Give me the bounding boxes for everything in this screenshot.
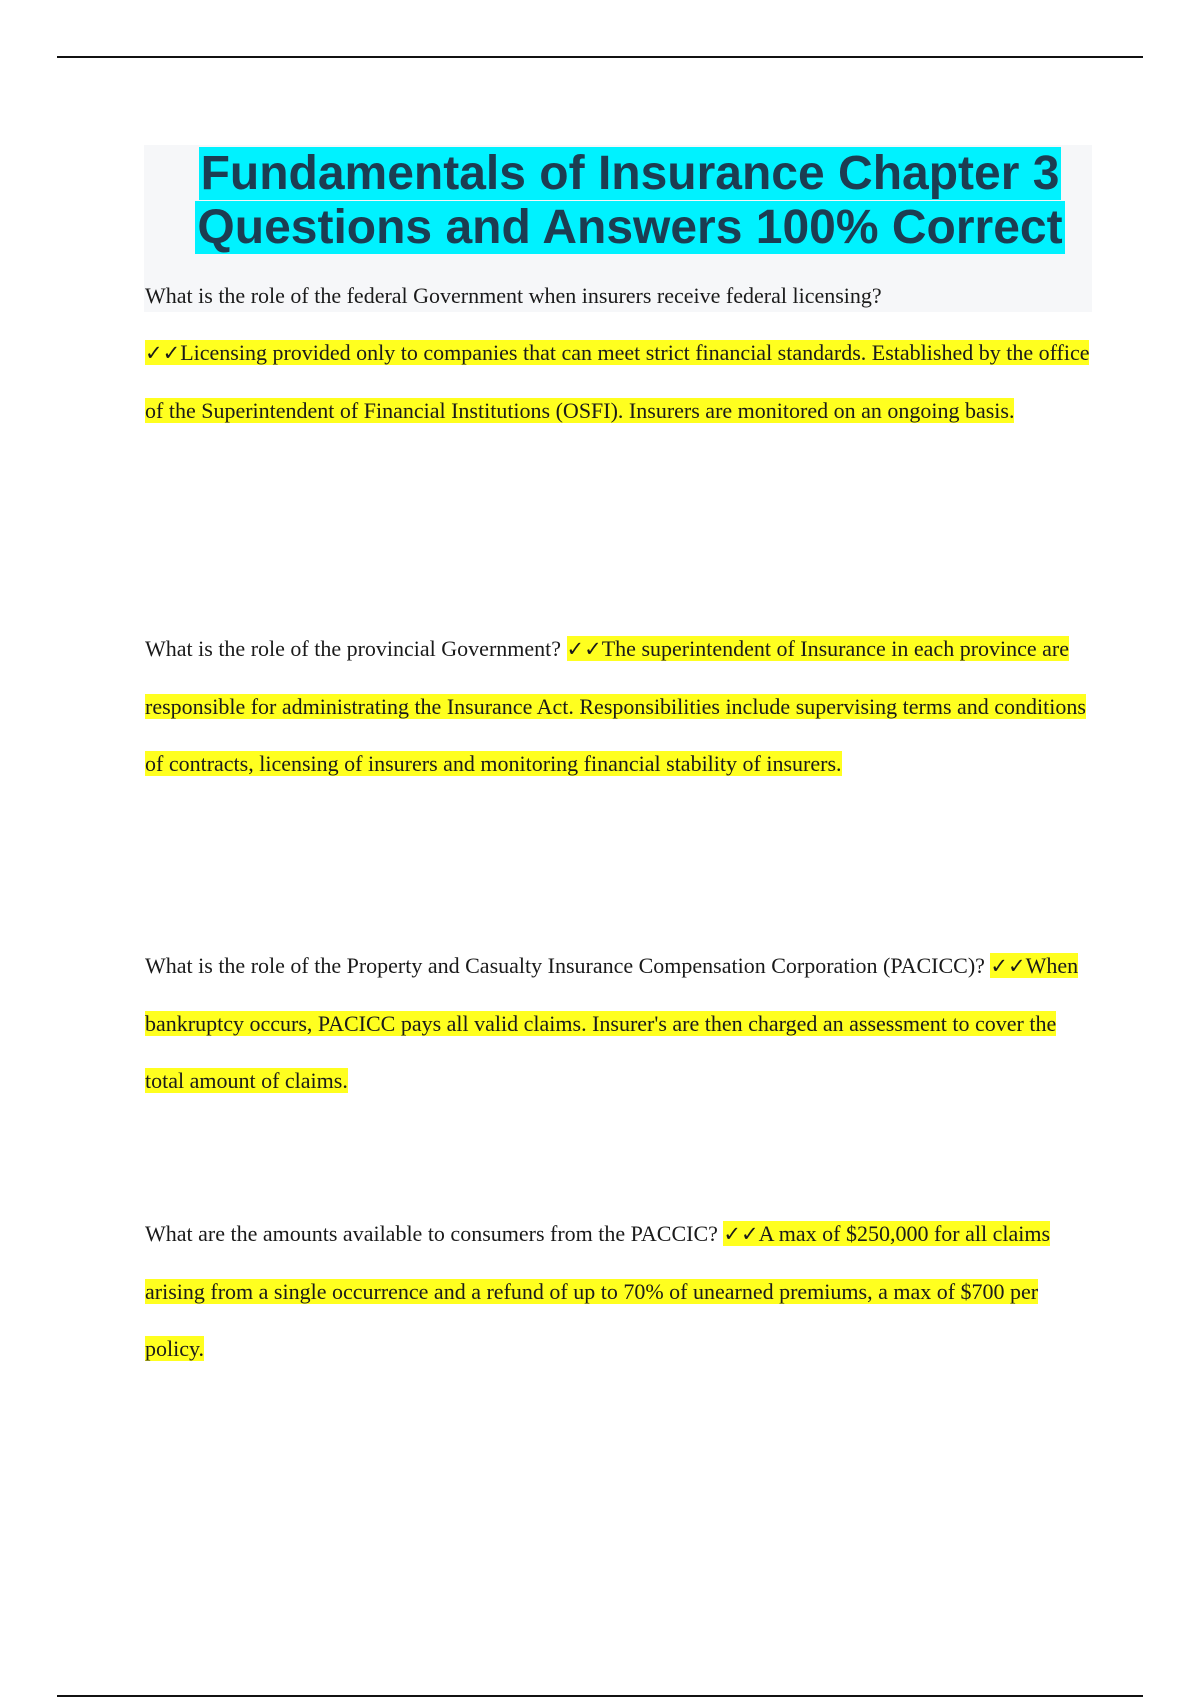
double-check-icon: ✓✓ — [566, 637, 602, 661]
answer-text: When bankruptcy occurs, PACICC pays all valid claims. Insurer's are then charged an assessment to cover the total amount of claims. — [145, 953, 1079, 1093]
footer-rule — [57, 1695, 1143, 1697]
qa-item-4 — [145, 1205, 1095, 1377]
answer-text: Licensing provided only to companies that can meet strict financial standards. Established by the office of the Superintendent of Financial Institutions (OSFI). Insurers are monitored on an ongoing basis. — [145, 340, 1090, 423]
answer-text: The superintendent of Insurance in each province are responsible for administrating the Insurance Act. Responsibilities include supervising terms and conditions of contracts, licensing of insurers and monitoring financial stability of insurers. — [145, 636, 1086, 776]
qa-item-2 — [145, 620, 1095, 792]
question-text: What are the amounts available to consumers from the PACCIC? — [145, 1221, 718, 1246]
title-text: Fundamentals of Insurance Chapter 3 Questions and Answers 100% Correct — [197, 147, 1063, 254]
header-rule — [57, 56, 1143, 58]
question-text: What is the role of the federal Government when insurers receive federal licensing? — [145, 283, 882, 308]
qa-item-1 — [145, 283, 1095, 439]
answer-highlight — [145, 340, 1089, 423]
qa-item-3 — [145, 937, 1095, 1109]
answer-text: A max of $250,000 for all claims arising from a single occurrence and a refund of up to 70% of unearned premiums, a max of $700 per policy. — [145, 1221, 1051, 1361]
double-check-icon: ✓✓ — [990, 954, 1026, 978]
question-text: What is the role of the provincial Government? — [145, 636, 562, 661]
question-text: What is the role of the Property and Casualty Insurance Compensation Corporation (PACICC)? — [145, 953, 985, 978]
double-check-icon: ✓✓ — [145, 341, 181, 365]
double-check-icon: ✓✓ — [723, 1222, 759, 1246]
document-title — [180, 147, 1080, 255]
